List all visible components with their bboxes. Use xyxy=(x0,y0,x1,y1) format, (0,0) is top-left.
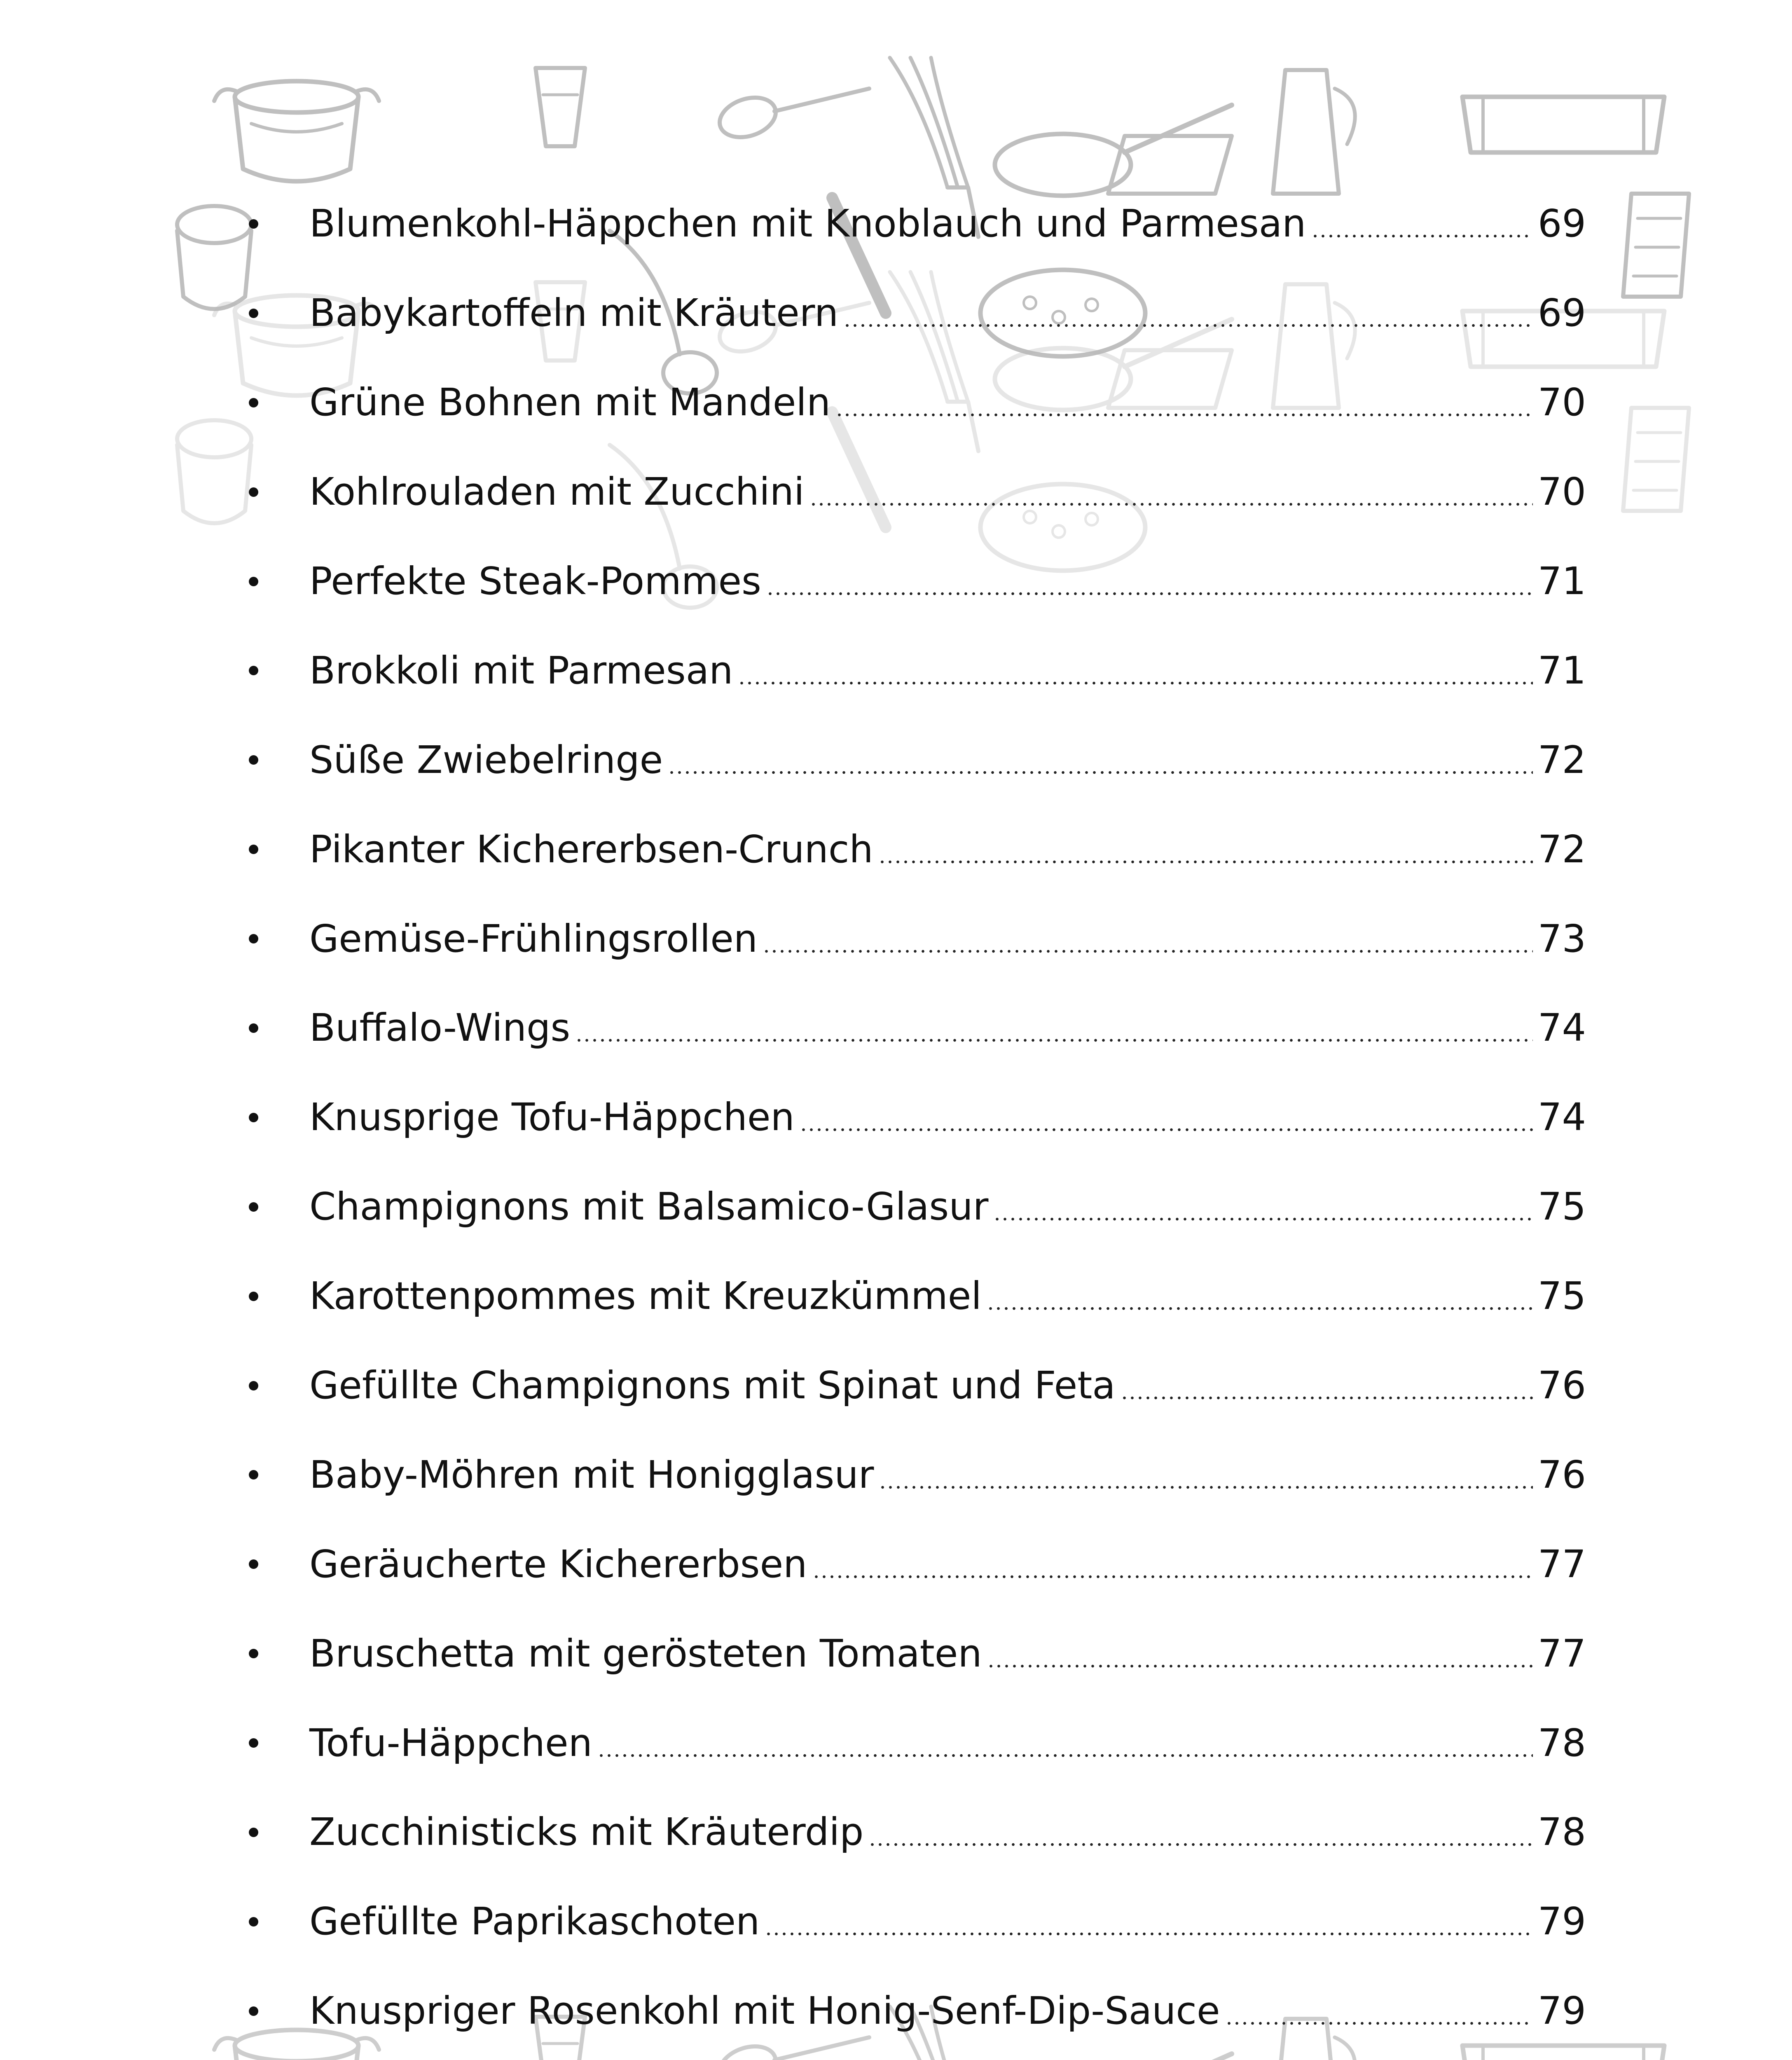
dot-leaders xyxy=(575,1039,1533,1042)
toc-entry xyxy=(231,1966,1586,2056)
page-number: 70 xyxy=(1537,470,1586,514)
dot-leaders xyxy=(1121,1396,1533,1400)
page-number: 69 xyxy=(1537,291,1586,335)
entry-title: Karottenpommes mit Kreuzkümmel xyxy=(309,1274,982,1318)
bullet-icon xyxy=(249,219,258,229)
page-number: 79 xyxy=(1537,1899,1586,1944)
entry-title: Pikanter Kichererbsen-Crunch xyxy=(309,827,873,871)
dot-leaders xyxy=(765,1932,1533,1936)
page-number: 73 xyxy=(1537,916,1586,961)
toc-entry-content xyxy=(309,1899,1586,1944)
entry-title: Champignons mit Balsamico-Glasur xyxy=(309,1184,989,1229)
toc-entry xyxy=(231,626,1586,715)
dot-leaders xyxy=(1311,234,1533,238)
toc-entry xyxy=(231,1073,1586,1162)
dot-leaders xyxy=(843,324,1533,327)
bullet-icon xyxy=(249,1381,258,1390)
page-number: 79 xyxy=(1537,1989,1586,2033)
dot-leaders xyxy=(987,1664,1533,1668)
toc-entry xyxy=(231,1162,1586,1252)
page-number: 77 xyxy=(1537,1542,1586,1586)
entry-title: Tofu-Häppchen xyxy=(309,1721,592,1765)
entry-title: Grüne Bohnen mit Mandeln xyxy=(309,380,831,425)
toc-entry xyxy=(231,1430,1586,1519)
toc-entry xyxy=(231,1698,1586,1788)
toc-entry-content xyxy=(309,291,1586,335)
entry-title: Babykartoffeln mit Kräutern xyxy=(309,291,839,335)
page-number: 71 xyxy=(1537,559,1586,603)
toc-entry xyxy=(231,179,1586,269)
page-number: 76 xyxy=(1537,1452,1586,1497)
entry-title: Knusprige Tofu-Häppchen xyxy=(309,1095,795,1140)
toc-entry xyxy=(231,1788,1586,1877)
dot-leaders xyxy=(812,1575,1533,1578)
toc-entry-content xyxy=(309,1631,1586,1676)
toc-entry-content xyxy=(309,201,1586,246)
page-number: 69 xyxy=(1537,201,1586,246)
dot-leaders xyxy=(668,771,1533,774)
toc-entry-content xyxy=(309,737,1586,782)
bullet-icon xyxy=(249,487,258,497)
toc-entry-content xyxy=(309,559,1586,603)
toc-entry xyxy=(231,1877,1586,1966)
entry-title: Baby-Möhren mit Honigglasur xyxy=(309,1452,874,1497)
entry-title: Gefüllte Paprikaschoten xyxy=(309,1899,760,1944)
toc-entry xyxy=(231,983,1586,1073)
bullet-icon xyxy=(249,1828,258,1837)
dot-leaders xyxy=(809,503,1533,506)
dot-leaders xyxy=(868,1843,1533,1846)
bullet-icon xyxy=(249,934,258,943)
entry-title: Blumenkohl-Häppchen mit Knoblauch und Parmesan xyxy=(309,201,1306,246)
page-number: 78 xyxy=(1537,1721,1586,1765)
toc-entry-content xyxy=(309,1363,1586,1408)
dot-leaders xyxy=(835,413,1533,417)
toc-entry-content xyxy=(309,648,1586,693)
toc-entry xyxy=(231,1341,1586,1430)
dot-leaders xyxy=(987,1307,1533,1310)
page-number: 70 xyxy=(1537,380,1586,425)
toc-entry-content xyxy=(309,827,1586,871)
toc-entry xyxy=(231,537,1586,626)
entry-title: Zucchinisticks mit Kräuterdip xyxy=(309,1810,864,1854)
toc-entry-content xyxy=(309,1095,1586,1140)
page-number: 75 xyxy=(1537,1184,1586,1229)
toc-entry-content xyxy=(309,1721,1586,1765)
toc-entry xyxy=(231,447,1586,537)
bullet-icon xyxy=(249,1559,258,1569)
bullet-icon xyxy=(249,666,258,675)
toc-entry xyxy=(231,1252,1586,1341)
toc-entry xyxy=(231,358,1586,447)
toc-entry-content xyxy=(309,1810,1586,1854)
toc-entry xyxy=(231,715,1586,805)
bullet-icon xyxy=(249,755,258,765)
dot-leaders xyxy=(993,1217,1532,1221)
page-number: 74 xyxy=(1537,1006,1586,1050)
dot-leaders xyxy=(766,592,1533,595)
dot-leaders xyxy=(738,681,1533,685)
page-number: 78 xyxy=(1537,1810,1586,1854)
toc-entry xyxy=(231,2056,1586,2060)
bullet-icon xyxy=(249,1202,258,1212)
toc-entry-content xyxy=(309,1989,1586,2033)
bullet-icon xyxy=(249,2006,258,2016)
bullet-icon xyxy=(249,1738,258,1748)
bullet-icon xyxy=(249,1292,258,1301)
page-number: 76 xyxy=(1537,1363,1586,1408)
entry-title: Buffalo-Wings xyxy=(309,1006,571,1050)
page-number: 74 xyxy=(1537,1095,1586,1140)
bullet-icon xyxy=(249,1649,258,1658)
toc-entry-content xyxy=(309,1274,1586,1318)
dot-leaders xyxy=(763,950,1533,953)
page-number: 72 xyxy=(1537,827,1586,871)
bullet-icon xyxy=(249,1113,258,1122)
dot-leaders xyxy=(878,860,1533,864)
entry-title: Kohlrouladen mit Zucchini xyxy=(309,470,805,514)
dot-leaders xyxy=(1225,2022,1533,2025)
entry-title: Knuspriger Rosenkohl mit Honig-Senf-Dip-Sauce xyxy=(309,1989,1220,2033)
dot-leaders xyxy=(879,1486,1532,1489)
toc-entry xyxy=(231,1609,1586,1698)
toc-entry xyxy=(231,894,1586,983)
dot-leaders xyxy=(597,1754,1533,1757)
bullet-icon xyxy=(249,845,258,854)
entry-title: Süße Zwiebelringe xyxy=(309,737,663,782)
toc-entry xyxy=(231,269,1586,358)
toc-entry-content xyxy=(309,1542,1586,1586)
entry-title: Geräucherte Kichererbsen xyxy=(309,1542,807,1586)
bullet-icon xyxy=(249,309,258,318)
toc-entry-content xyxy=(309,1452,1586,1497)
toc-entry-content xyxy=(309,916,1586,961)
dot-leaders xyxy=(800,1128,1533,1131)
entry-title: Brokkoli mit Parmesan xyxy=(309,648,733,693)
entry-title: Gemüse-Frühlingsrollen xyxy=(309,916,758,961)
page-number: 71 xyxy=(1537,648,1586,693)
bullet-icon xyxy=(249,1470,258,1479)
page-number: 75 xyxy=(1537,1274,1586,1318)
entry-title: Gefüllte Champignons mit Spinat und Feta xyxy=(309,1363,1116,1408)
bullet-icon xyxy=(249,577,258,586)
bullet-icon xyxy=(249,1023,258,1033)
toc-entry-content xyxy=(309,380,1586,425)
toc-entry-content xyxy=(309,470,1586,514)
entry-title: Bruschetta mit gerösteten Tomaten xyxy=(309,1631,982,1676)
bullet-icon xyxy=(249,398,258,407)
toc-entry xyxy=(231,1519,1586,1609)
entry-title: Perfekte Steak-Pommes xyxy=(309,559,761,603)
page-number: 72 xyxy=(1537,737,1586,782)
toc-entry-content xyxy=(309,1184,1586,1229)
toc-entry xyxy=(231,805,1586,894)
table-of-contents xyxy=(231,179,1586,2060)
toc-entry-content xyxy=(309,1006,1586,1050)
page-number: 77 xyxy=(1537,1631,1586,1676)
bullet-icon xyxy=(249,1917,258,1927)
